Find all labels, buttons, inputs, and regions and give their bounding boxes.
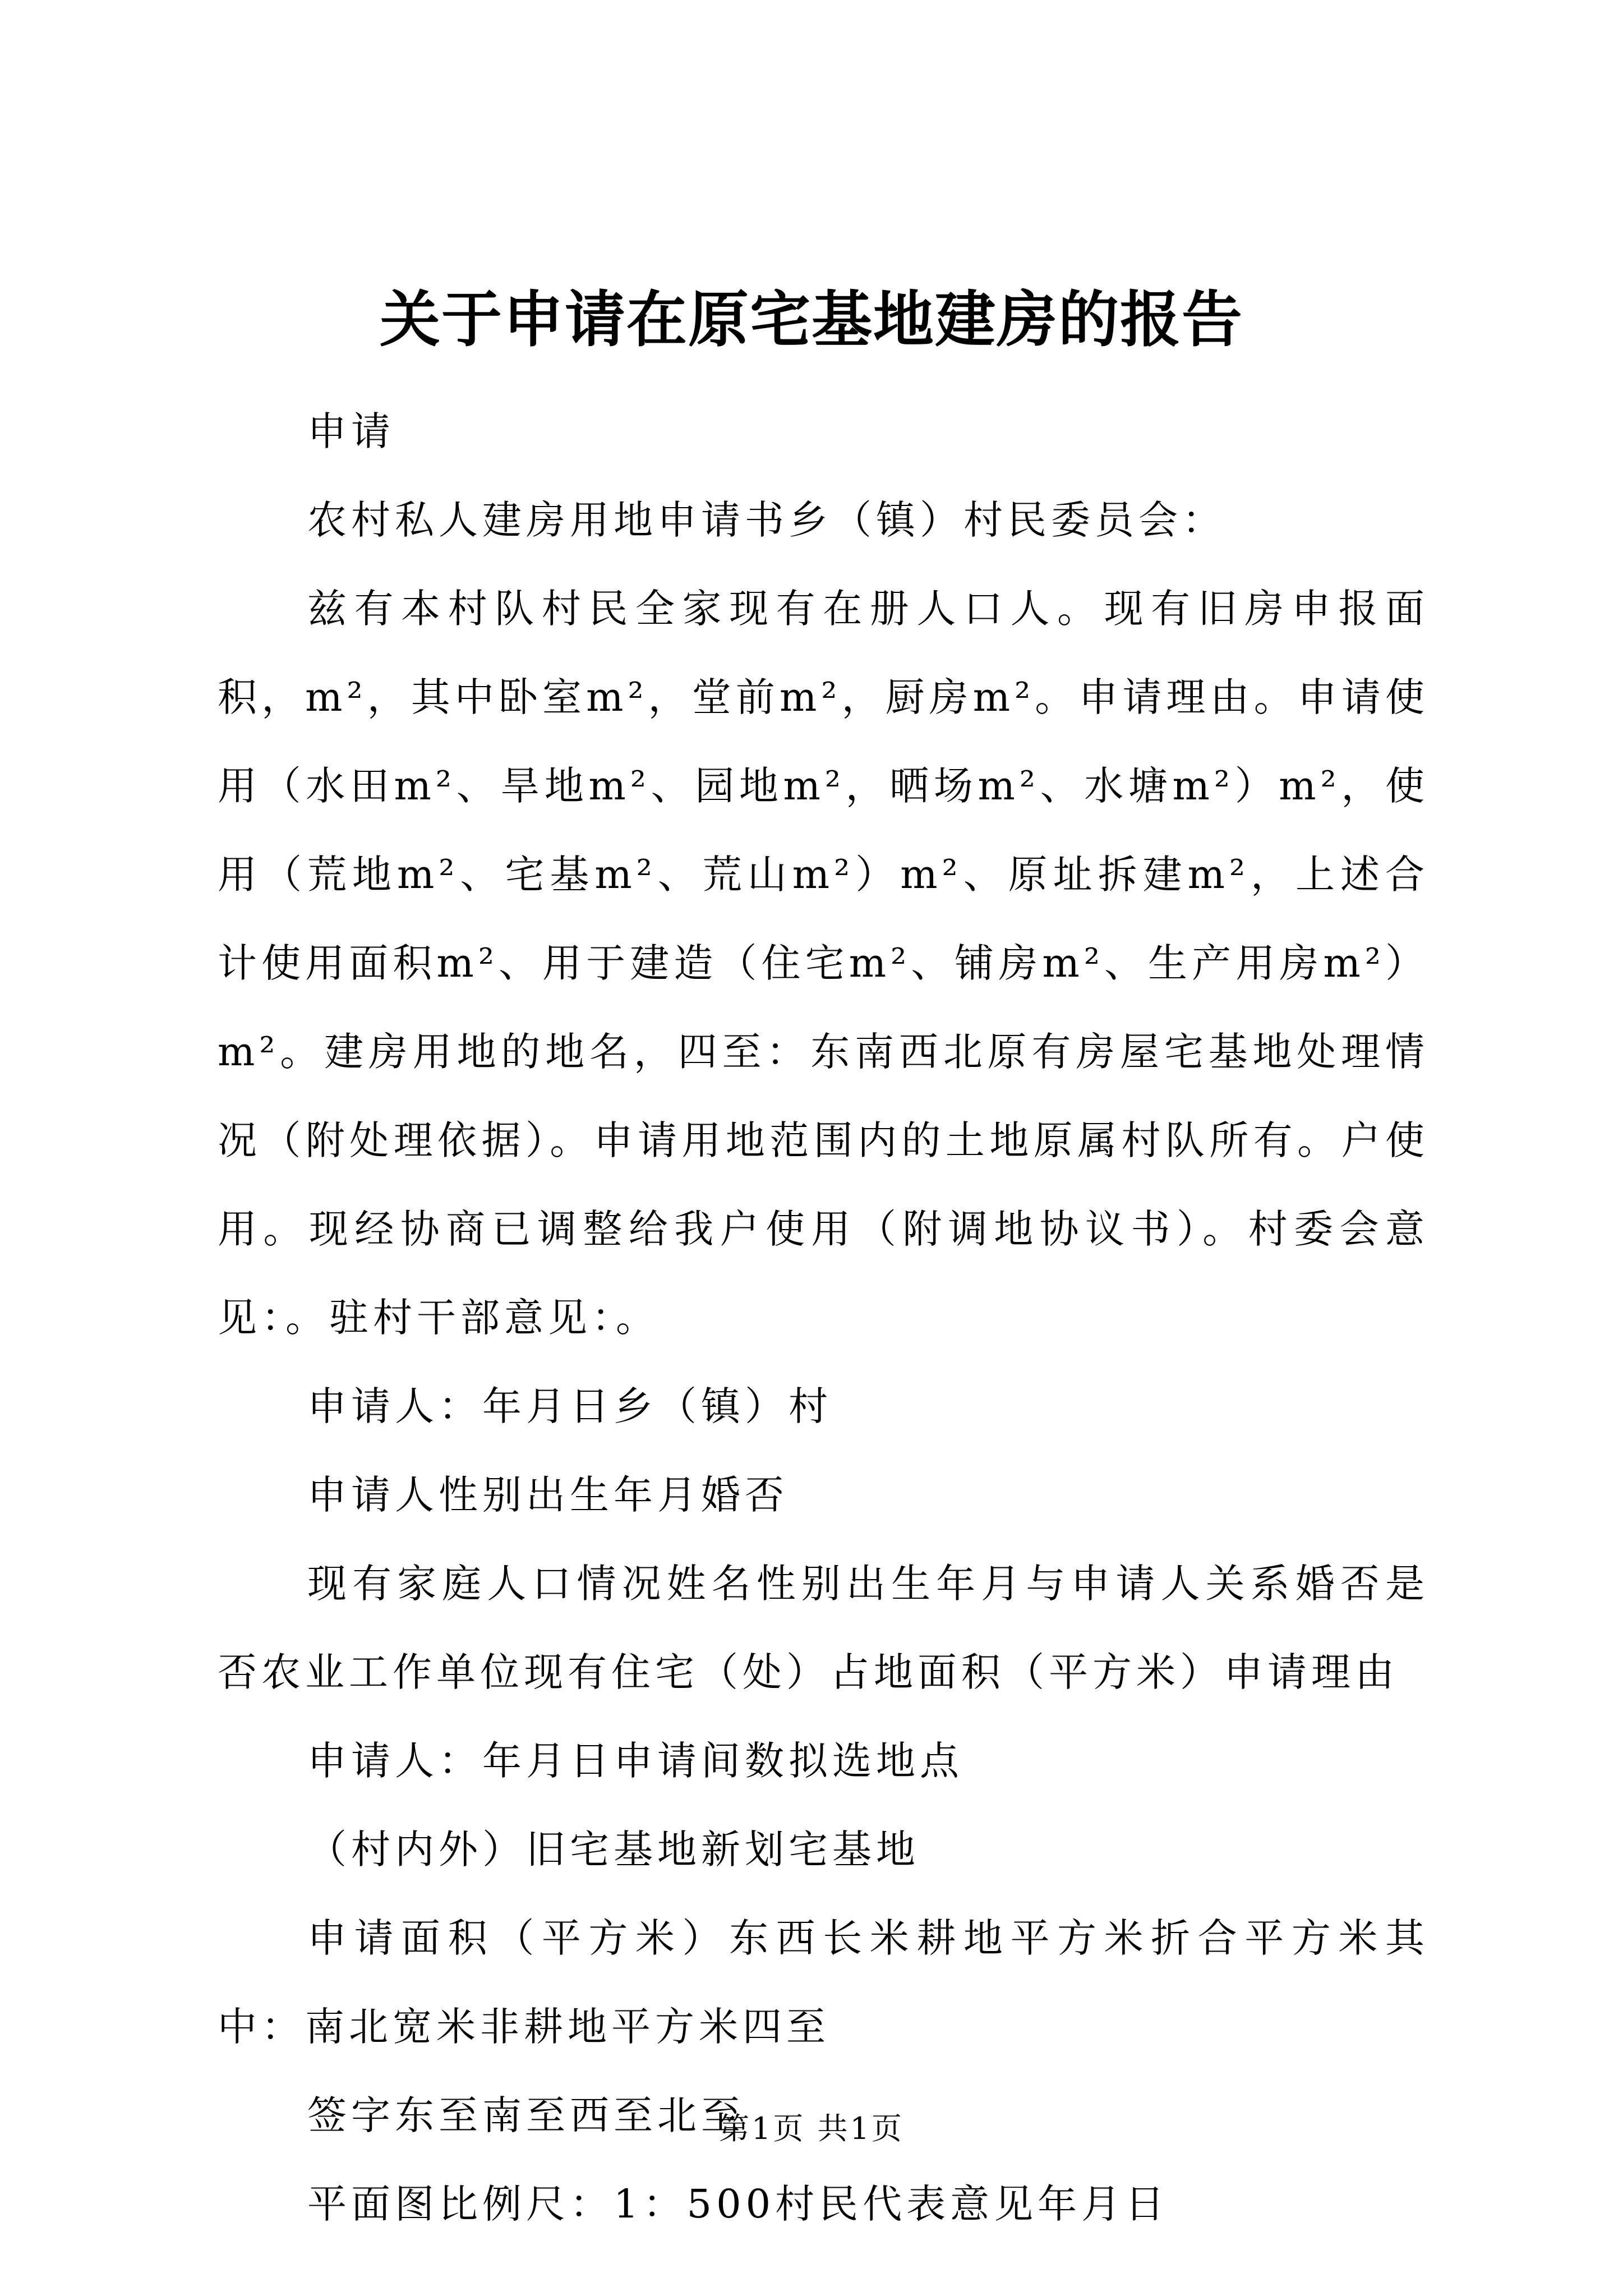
page-number-footer: 第1页 共1页: [719, 2111, 904, 2146]
paragraph-addressee: 农村私人建房用地申请书乡（镇）村民委员会：: [307, 497, 1226, 543]
paragraph-site-type: （村内外）旧宅基地新划宅基地: [307, 1826, 920, 1872]
paragraph-area-details: 申请面积（平方米）东西长米耕地平方米折合平方米其中：南北宽米非耕地平方米四至: [218, 1915, 1429, 2050]
document-body: [218, 387, 1429, 2248]
paragraph-family-info: 现有家庭人口情况姓名性别出生年月与申请人关系婚否是否农业工作单位现有住宅（处）占地面积（平方米）申请理由: [218, 1561, 1429, 1695]
paragraph-plan-scale: 平面图比例尺：1：500村民代表意见年月日: [307, 2181, 1169, 2227]
paragraph-applicant-signature: 申请人：年月日乡（镇）村: [307, 1383, 832, 1429]
paragraph-applicant-info: 申请人性别出生年月婚否: [307, 1472, 789, 1518]
paragraph-application-body: 兹有本村队村民全家现有在册人口人。现有旧房申报面积，m²，其中卧室m²，堂前m²，厨房m²。申请理由。申请使用（水田m²、旱地m²、园地m²，晒场m²、水塘m²）m²，使用（荒地m²、宅基m²、荒山m²）m²、原址拆建m²，上述合计使用面积m²、用于建造（住宅m²、铺房m²、生产用房m²）m²。建房用地的地名，四至：东南西北原有房屋宅基地处理情况（附处理依据）。申请用地范围内的土地原属村队所有。户使用。现经协商已调整给我户使用（附调地协议书）。村委会意见：。驻村干部意见：。: [218, 586, 1429, 1341]
paragraph-boundaries: 签字东至南至西至北至: [307, 2092, 745, 2138]
paragraph-heading-apply: 申请: [307, 408, 395, 454]
paragraph-applicant-date: 申请人：年月日申请间数拟选地点: [307, 1738, 963, 1784]
document-title: 关于申请在原宅基地建房的报告: [379, 284, 1243, 355]
